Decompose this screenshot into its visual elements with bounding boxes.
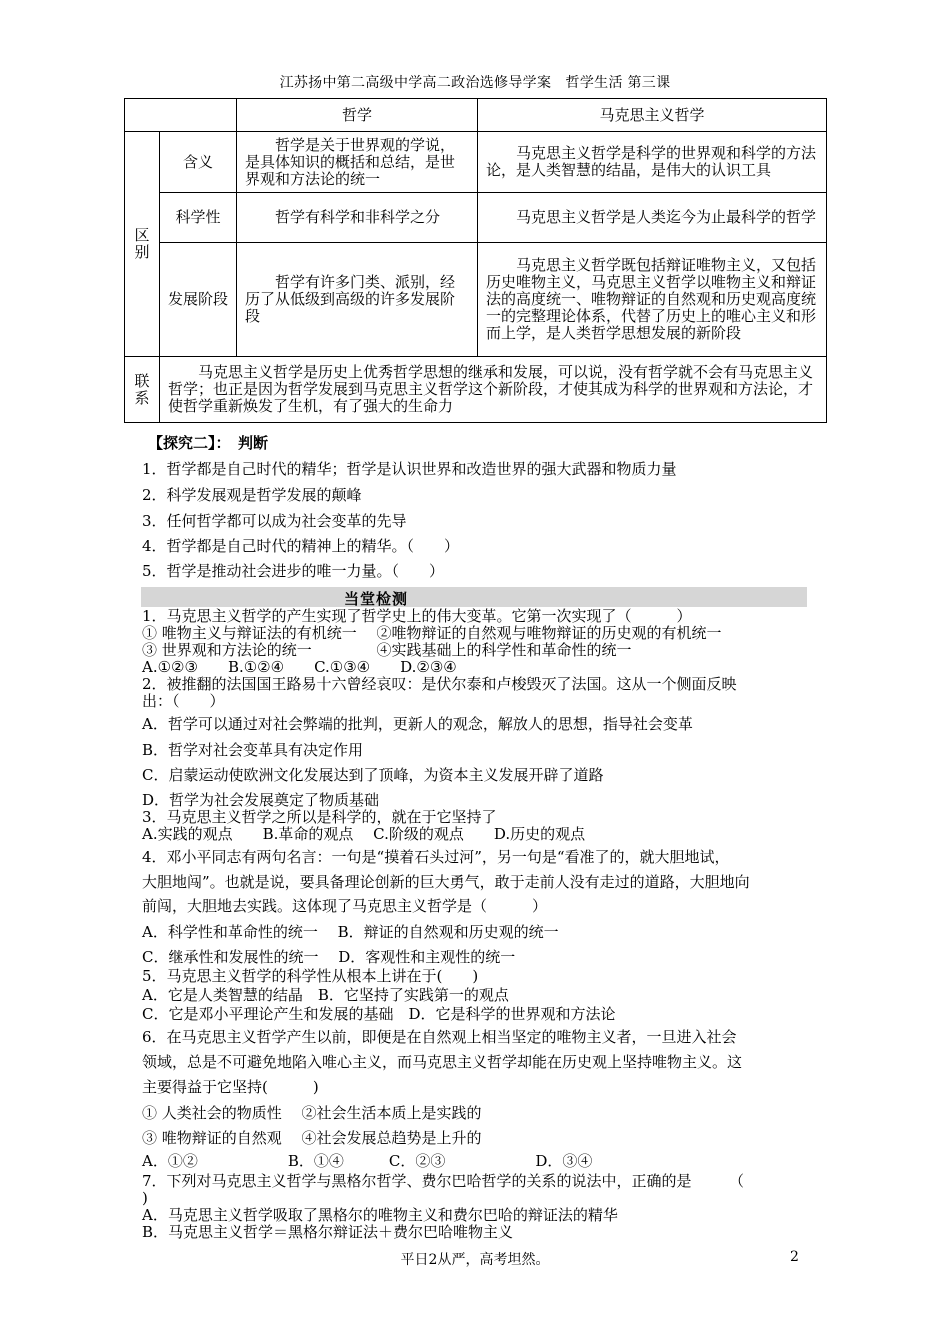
table-row [125, 243, 827, 357]
check-line: 主要得益于它坚持( ) [142, 1078, 319, 1096]
relation-text: 马克思主义哲学是历史上优秀哲学思想的继承和发展，可以说，没有哲学就不会有马克思主义哲学；也正是因为哲学发展到马克思主义哲学这个新阶段，才使其成为科学的世界观和方法论，才使哲学重新焕发了生机，有了强大的生命力 [160, 357, 827, 423]
cell-marxist-scientific: 马克思主义哲学是人类迄今为止最科学的哲学 [478, 193, 827, 243]
check-line: ③ 世界观和方法论的统一 ④实践基础上的科学性和革命性的统一 [142, 641, 632, 659]
row-label-meaning: 含义 [160, 132, 237, 193]
check-line: 6．在马克思主义哲学产生以前，即便是在自然观上相当坚定的唯物主义者，一旦进入社会 [142, 1028, 737, 1046]
judge-item: 2．科学发展观是哲学发展的颠峰 [142, 486, 362, 504]
check-line: ③ 唯物辩证的自然观 ④社会发展总趋势是上升的 [142, 1129, 482, 1147]
cell-marxist-meaning: 马克思主义哲学是科学的世界观和科学的方法论，是人类智慧的结晶，是伟大的认识工具 [478, 132, 827, 193]
check-line: ) [142, 1189, 148, 1207]
judge-item: 4．哲学都是自己时代的精神上的精华。（ ） [142, 537, 460, 555]
table-row [125, 132, 827, 193]
check-line: A．哲学可以通过对社会弊端的批判，更新人的观念，解放人的思想，指导社会变革 [142, 715, 693, 733]
check-line: 出：（ ） [142, 692, 225, 710]
relation-label: 联系 [125, 357, 160, 423]
table-corner-cell [125, 99, 237, 132]
check-line: 5．马克思主义哲学的科学性从根本上讲在于( ) [142, 967, 479, 985]
check-line: 3．马克思主义哲学之所以是科学的，就在于它坚持了 [142, 808, 497, 826]
check-line: D．哲学为社会发展奠定了物质基础 [142, 791, 380, 809]
judge-item: 5．哲学是推动社会进步的唯一力量。（ ） [142, 562, 445, 580]
check-line: C．继承性和发展性的统一 D．客观性和主观性的统一 [142, 948, 516, 966]
page-header: 江苏扬中第二高级中学高二政治选修导学案 哲学生活 第三课 [279, 75, 671, 91]
col-header-marxist: 马克思主义哲学 [478, 99, 827, 132]
judge-item: 3．任何哲学都可以成为社会变革的先导 [142, 512, 407, 530]
check-line: A．马克思主义哲学吸取了黑格尔的唯物主义和费尔巴哈的辩证法的精华 [142, 1206, 618, 1224]
check-line: B．哲学对社会变革具有决定作用 [142, 741, 364, 759]
check-line: A．它是人类智慧的结晶 B．它坚持了实践第一的观点 [142, 986, 509, 1004]
check-line: B．马克思主义哲学＝黑格尔辩证法＋费尔巴哈唯物主义 [142, 1223, 514, 1241]
cell-philosophy-scientific: 哲学有科学和非科学之分 [237, 193, 478, 243]
row-label-stage: 发展阶段 [160, 243, 237, 357]
diff-label: 区别 [125, 132, 160, 357]
check-title: 当堂检测 [344, 590, 409, 608]
check-line: 领域，总是不可避免地陷入唯心主义，而马克思主义哲学却能在历史观上坚持唯物主义。这 [142, 1053, 743, 1071]
cell-marxist-stage: 马克思主义哲学既包括辩证唯物主义，又包括历史唯物主义，马克思主义哲学以唯物主义和辩证法的高度统一、唯物辩证的自然观和历史观高度统一的完整理论体系，代替了历史上的唯心主义和形而上学，是人类哲学思想发展的新阶段 [478, 243, 827, 357]
check-line: ① 人类社会的物质性 ②社会生活本质上是实践的 [142, 1104, 482, 1122]
explore-title: 【探究二】： 判断 [148, 434, 269, 452]
check-line: A．①② B．①④ C．②③ D．③④ [142, 1152, 593, 1170]
check-line: 4．邓小平同志有两句名言：一句是“摸着石头过河”，另一句是“看准了的，就大胆地试， [142, 848, 730, 866]
check-line: C．启蒙运动使欧洲文化发展达到了顶峰，为资本主义发展开辟了道路 [142, 766, 604, 784]
cell-philosophy-meaning: 哲学是关于世界观的学说，是具体知识的概括和总结，是世界观和方法论的统一 [237, 132, 478, 193]
check-line: C．它是邓小平理论产生和发展的基础 D．它是科学的世界观和方法论 [142, 1005, 616, 1023]
judge-item: 1．哲学都是自己时代的精华；哲学是认识世界和改造世界的强大武器和物质力量 [142, 460, 677, 478]
check-line: A.实践的观点 B.革命的观点 C.阶级的观点 D.历史的观点 [142, 825, 586, 843]
check-line: 大胆地闯”。也就是说，要具备理论创新的巨大勇气，敢于走前人没有走过的道路，大胆地向 [142, 873, 750, 891]
table-header-row [125, 99, 827, 132]
check-line: ① 唯物主义与辩证法的有机统一 ②唯物辩证的自然观与唯物辩证的历史观的有机统一 [142, 624, 722, 642]
check-line: 前闯，大胆地去实践。这体现了马克思主义哲学是（ ） [142, 897, 548, 915]
page-footer: 平日2从严，高考坦然。 [400, 1252, 550, 1268]
check-line: 7．下列对马克思主义哲学与黑格尔哲学、费尔巴哈哲学的关系的说法中，正确的是 （ [142, 1172, 745, 1190]
table-row-relation [125, 357, 827, 423]
check-line: A．科学性和革命性的统一 B．辩证的自然观和历史观的统一 [142, 923, 559, 941]
check-title-bar [141, 587, 807, 607]
page-number: 2 [790, 1249, 799, 1265]
cell-philosophy-stage: 哲学有许多门类、派别，经历了从低级到高级的许多发展阶段 [237, 243, 478, 357]
table-row [125, 193, 827, 243]
check-line: A.①②③ B.①②④ C.①③④ D.②③④ [142, 658, 457, 676]
check-line: 1．马克思主义哲学的产生实现了哲学史上的伟大变革。它第一次实现了（ ） [142, 607, 692, 625]
col-header-philosophy: 哲学 [237, 99, 478, 132]
check-line: 2．被推翻的法国国王路易十六曾经哀叹：是伏尔泰和卢梭毁灭了法国。这从一个侧面反映 [142, 675, 737, 693]
comparison-table [124, 98, 827, 423]
row-label-scientific: 科学性 [160, 193, 237, 243]
